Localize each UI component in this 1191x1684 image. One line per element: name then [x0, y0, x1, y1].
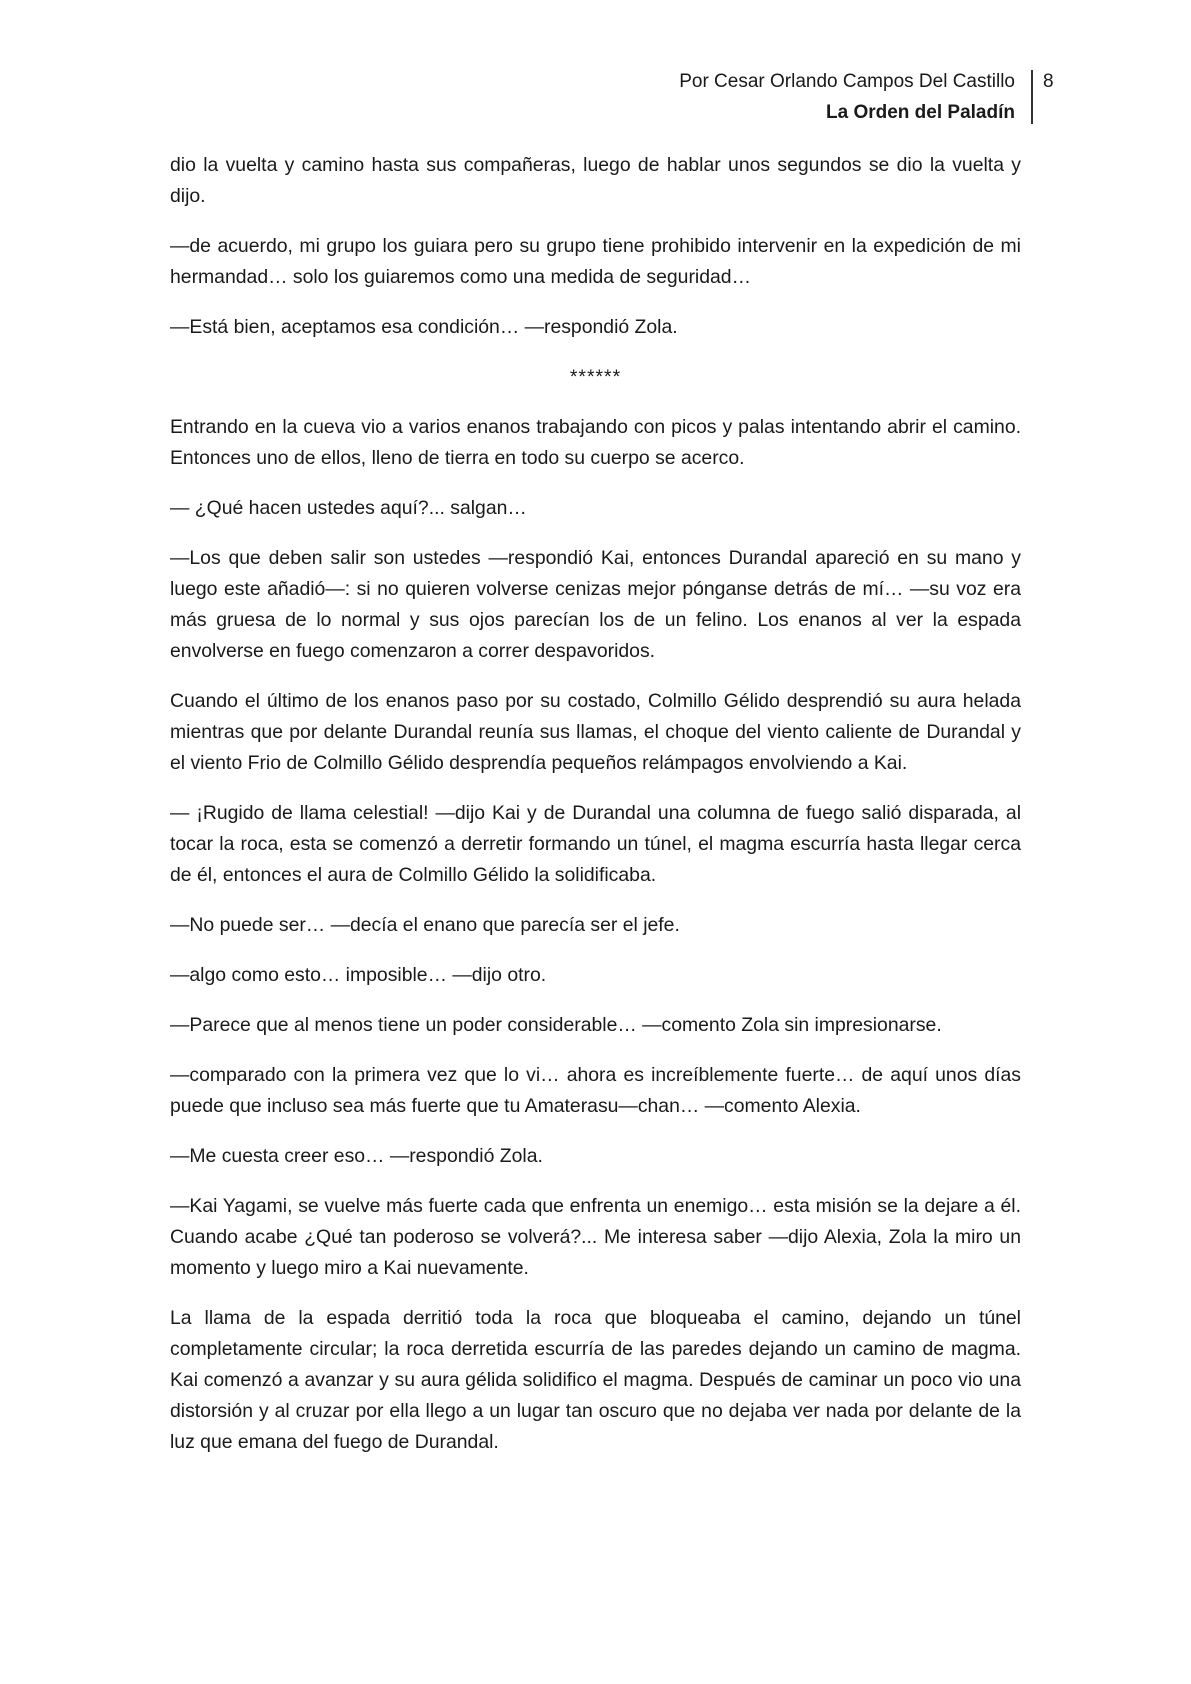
paragraph: La llama de la espada derritió toda la roca que bloqueaba el camino, dejando un túnel completamente circular; la roca derretida escurría de las paredes dejando un camino de magma. Kai comenzó a avanzar y su aura gélida solidifico el magma. Después de caminar un poco vio una distorsión y al cruzar por ella llego a un lugar tan oscuro que no dejaba ver nada por delante de la luz que emana del fuego de Durandal. — [170, 1307, 1021, 1453]
paragraph: —No puede ser… —decía el enano que parecía ser el jefe. — [170, 914, 680, 936]
page-number: 8 — [1043, 71, 1054, 92]
paragraph: —Parece que al menos tiene un poder considerable… —comento Zola sin impresionarse. — [170, 1014, 942, 1036]
paragraph: Cuando el último de los enanos paso por su costado, Colmillo Gélido desprendió su aura helada mientras que por delante Durandal reunía sus llamas, el choque del viento caliente de Durandal y el viento Frio de Colmillo Gélido desprendía pequeños relámpagos envolviendo a Kai. — [170, 690, 1021, 774]
paragraph: Entrando en la cueva vio a varios enanos trabajando con picos y palas intentando abrir el camino. Entonces uno de ellos, lleno de tierra en todo su cuerpo se acerco. — [170, 416, 1021, 469]
paragraph: —de acuerdo, mi grupo los guiara pero su grupo tiene prohibido intervenir en la expedición de mi hermandad… solo los guiaremos como una medida de seguridad… — [170, 235, 1021, 288]
paragraph: —Me cuesta creer eso… —respondió Zola. — [170, 1145, 543, 1167]
paragraph: dio la vuelta y camino hasta sus compañeras, luego de hablar unos segundos se dio la vuelta y dijo. — [170, 154, 1021, 207]
paragraph: — ¡Rugido de llama celestial! —dijo Kai y de Durandal una columna de fuego salió disparada, al tocar la roca, esta se comenzó a derretir formando un túnel, el magma escurría hasta llegar cerca de él, entonces el aura de Colmillo Gélido la solidificaba. — [170, 802, 1021, 886]
paragraph: —algo como esto… imposible… —dijo otro. — [170, 964, 547, 986]
page-body — [170, 150, 1021, 1477]
paragraph: —Está bien, aceptamos esa condición… —respondió Zola. — [170, 316, 678, 338]
paragraph: —comparado con la primera vez que lo vi… ahora es increíblemente fuerte… de aquí unos días puede que incluso sea más fuerte que tu Amaterasu—chan… —comento Alexia. — [170, 1064, 1021, 1117]
header-author: Por Cesar Orlando Campos Del Castillo — [679, 71, 1015, 92]
paragraph: —Los que deben salir son ustedes —respondió Kai, entonces Durandal apareció en su mano y luego este añadió—: si no quieren volverse cenizas mejor pónganse detrás de mí… —su voz era más gruesa de lo normal y sus ojos parecían los de un felino. Los enanos al ver la espada envolverse en fuego comenzaron a correr despavoridos. — [170, 547, 1021, 662]
header-divider — [1031, 70, 1033, 124]
header-book-title: La Orden del Paladín — [826, 102, 1015, 123]
page-header — [679, 66, 1027, 128]
scene-separator: ****** — [569, 366, 622, 388]
paragraph: — ¿Qué hacen ustedes aquí?... salgan… — [170, 497, 527, 519]
paragraph: —Kai Yagami, se vuelve más fuerte cada que enfrenta un enemigo… esta misión se la dejare a él. Cuando acabe ¿Qué tan poderoso se volverá?... Me interesa saber —dijo Alexia, Zola la miro un momento y luego miro a Kai nuevamente. — [170, 1195, 1021, 1279]
